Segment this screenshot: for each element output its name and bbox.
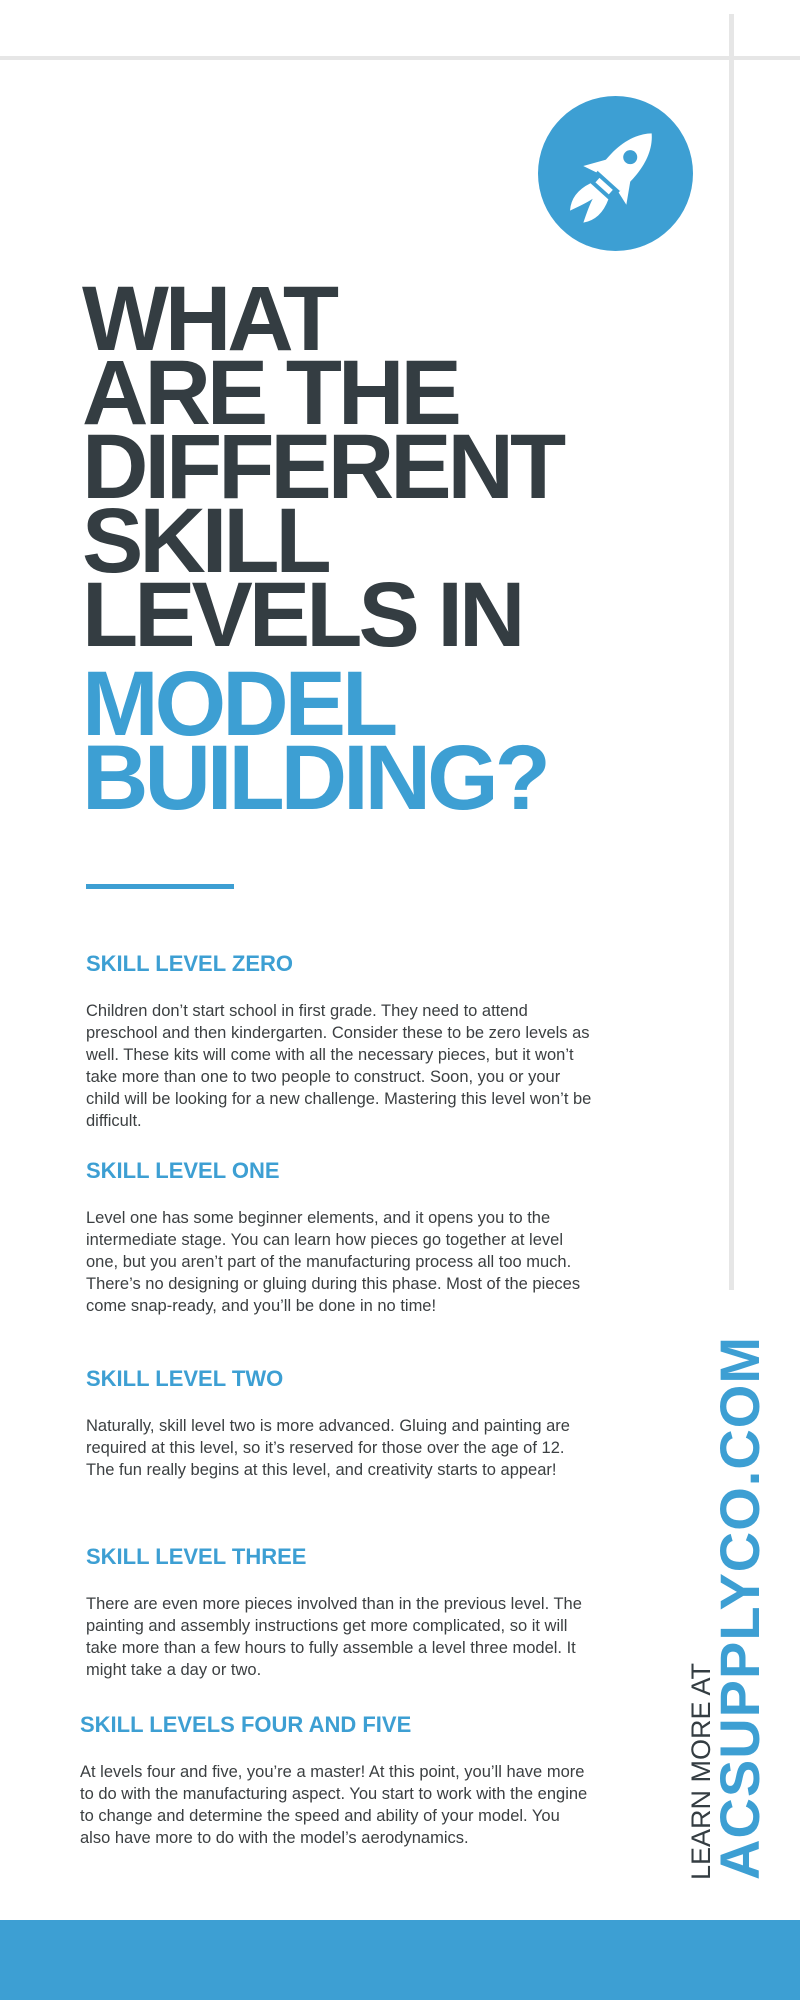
section-heading: SKILL LEVELS FOUR AND FIVE <box>80 1712 412 1737</box>
section-body: At levels four and five, you’re a master! At this point, you’ll have more to do with the manufacturing aspect. You start to work with the engine to change and determine the speed and ability of your model. You also have more to do with the model’s aerodynamics. <box>80 1763 588 1847</box>
page-title <box>82 268 622 829</box>
rocket-badge <box>538 96 693 251</box>
section-skill-levels-four-and-five <box>80 1711 590 1849</box>
section-heading: SKILL LEVEL TWO <box>86 1366 284 1391</box>
title-line-3: DIFFERENT <box>82 416 563 518</box>
section-skill-level-three <box>86 1543 596 1681</box>
section-heading: SKILL LEVEL THREE <box>86 1544 307 1569</box>
section-skill-level-zero <box>86 950 596 1132</box>
title-underline <box>86 884 234 889</box>
title-line-2: ARE THE <box>82 342 458 444</box>
cta-lead: LEARN MORE AT <box>686 1662 716 1880</box>
section-heading: SKILL LEVEL ONE <box>86 1158 280 1183</box>
section-skill-level-one <box>86 1157 596 1317</box>
section-heading: SKILL LEVEL ZERO <box>86 951 293 976</box>
section-body: There are even more pieces involved than in the previous level. The painting and assembly instructions get more complicated, so it will take more than a few hours to fully assemble a level three model. It might take a day or two. <box>86 1595 582 1679</box>
rocket-icon <box>538 96 693 251</box>
side-divider <box>729 14 734 1290</box>
section-skill-level-two <box>86 1365 596 1481</box>
learn-more-callout <box>650 1320 770 1880</box>
title-line-1: WHAT <box>82 268 336 370</box>
cta-domain: ACSUPPLYCO.COM <box>708 1335 771 1880</box>
top-divider <box>0 56 800 60</box>
title-accent-line-2: BUILDING? <box>82 727 547 829</box>
title-line-4: SKILL <box>82 490 328 592</box>
bottom-bar <box>0 1920 800 2000</box>
section-body: Children don’t start school in first grade. They need to attend preschool and then kindergarten. Consider these to be zero levels as well. These kits will come with all the necessary pieces, but it won’t take more than one to two people to construct. Soon, you or your child will be looking for a new challenge. Mastering this level won’t be difficult. <box>86 1002 592 1130</box>
title-accent-line-1: MODEL <box>82 653 395 755</box>
section-body: Level one has some beginner elements, and it opens you to the intermediate stage. You can learn how pieces go together at level one, but you aren’t part of the manufacturing process all too much. There’s no designing or gluing during this phase. Most of the pieces come snap-ready, and you’ll be done in no time! <box>86 1209 581 1315</box>
section-body: Naturally, skill level two is more advanced. Gluing and painting are required at this level, so it’s reserved for those over the age of 12. The fun really begins at this level, and creativity starts to appear! <box>86 1417 570 1479</box>
title-line-5: LEVELS IN <box>82 564 522 666</box>
